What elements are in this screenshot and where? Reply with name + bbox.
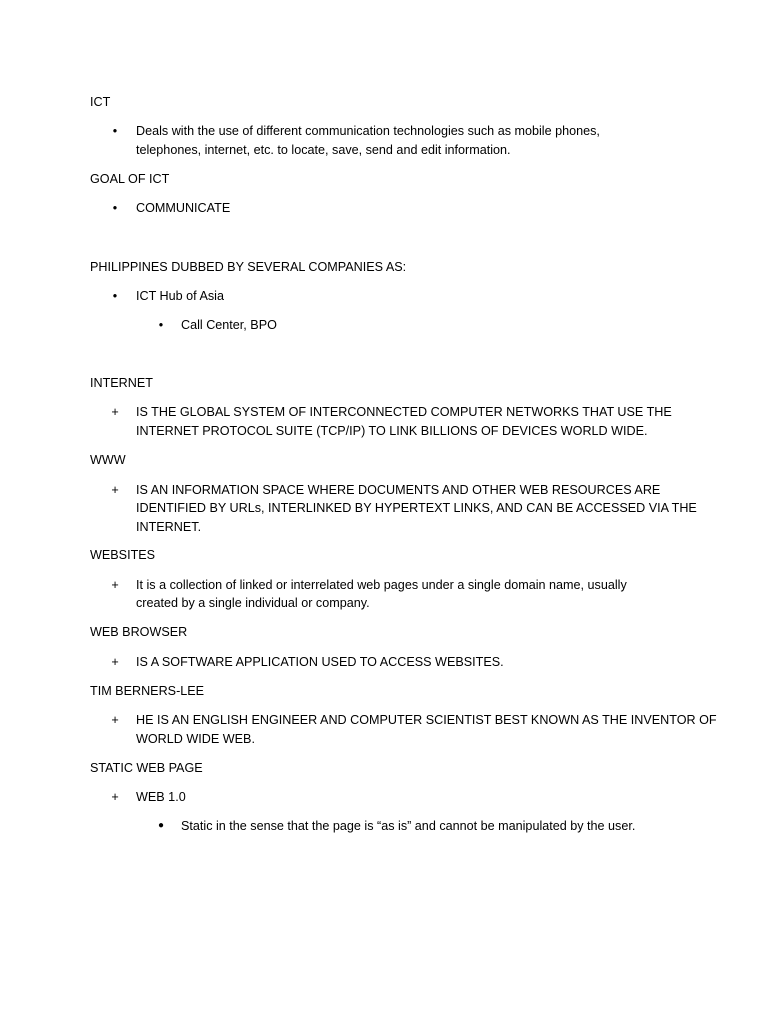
bullet-icon: • (112, 289, 118, 303)
bullet-icon: • (112, 124, 118, 138)
static-sub-item: Static in the sense that the page is “as is” and cannot be manipulated by the user. (181, 819, 636, 833)
tbl-line-2: WORLD WIDE WEB. (136, 732, 255, 746)
internet-line-1: IS THE GLOBAL SYSTEM OF INTERCONNECTED COMPUTER NETWORKS THAT USE THE (136, 405, 672, 419)
tbl-line-1: HE IS AN ENGLISH ENGINEER AND COMPUTER SCIENTIST BEST KNOWN AS THE INVENTOR OF (136, 713, 717, 727)
browser-line-1: IS A SOFTWARE APPLICATION USED TO ACCESS WEBSITES. (136, 655, 504, 669)
websites-line-1: It is a collection of linked or interrelated web pages under a single domain name, usually (136, 578, 627, 592)
heading-tim-berners-lee: TIM BERNERS-LEE (90, 684, 205, 698)
plus-bullet-icon: + (111, 483, 119, 497)
heading-www: WWW (90, 453, 126, 467)
sub-bullet-icon: • (158, 318, 164, 332)
philippines-sub-item: Call Center, BPO (181, 318, 277, 332)
heading-web-browser: WEB BROWSER (90, 625, 188, 639)
heading-internet: INTERNET (90, 376, 153, 390)
plus-bullet-icon: + (111, 405, 119, 419)
ict-item-line-2: telephones, internet, etc. to locate, save, send and edit information. (136, 143, 511, 157)
heading-ict: ICT (90, 95, 111, 109)
heading-goal-of-ict: GOAL OF ICT (90, 172, 170, 186)
plus-bullet-icon: + (111, 655, 119, 669)
websites-line-2: created by a single individual or company. (136, 596, 370, 610)
heading-static-web-page: STATIC WEB PAGE (90, 761, 203, 775)
plus-bullet-icon: + (111, 578, 119, 592)
sub-bullet-icon: ● (157, 820, 165, 831)
internet-line-2: INTERNET PROTOCOL SUITE (TCP/IP) TO LINK BILLIONS OF DEVICES WORLD WIDE. (136, 424, 648, 438)
www-line-3: INTERNET. (136, 520, 202, 534)
plus-bullet-icon: + (111, 713, 119, 727)
philippines-item: ICT Hub of Asia (136, 289, 224, 303)
plus-bullet-icon: + (111, 790, 119, 804)
goal-item: COMMUNICATE (136, 201, 231, 215)
heading-philippines: PHILIPPINES DUBBED BY SEVERAL COMPANIES AS: (90, 260, 407, 274)
ict-item-line-1: Deals with the use of different communication technologies such as mobile phones, (136, 124, 600, 138)
www-line-2: IDENTIFIED BY URLs, INTERLINKED BY HYPERTEXT LINKS, AND CAN BE ACCESSED VIA THE (136, 501, 697, 515)
static-item: WEB 1.0 (136, 790, 186, 804)
www-line-1: IS AN INFORMATION SPACE WHERE DOCUMENTS AND OTHER WEB RESOURCES ARE (136, 483, 661, 497)
bullet-icon: • (112, 201, 118, 215)
heading-websites: WEBSITES (90, 548, 156, 562)
